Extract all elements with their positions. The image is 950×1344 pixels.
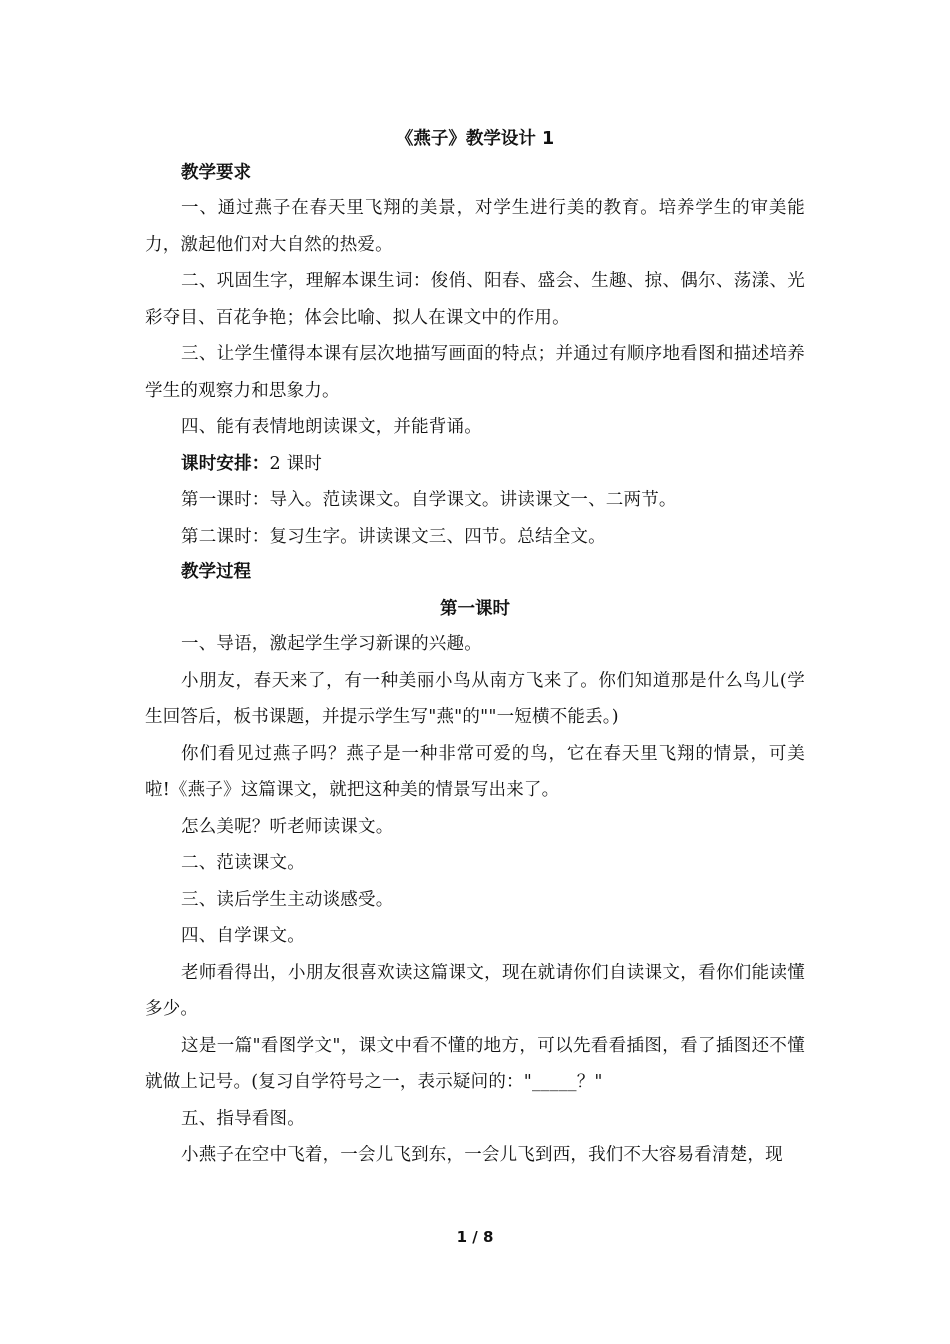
paragraph: 五、指导看图。 [181,1108,305,1129]
paragraph: 第一课时：导入。范读课文。自学课文。讲读课文一、二两节。 [181,490,677,510]
paragraph: 二、巩固生字，理解本课生词：俊俏、阳春、盛会、生趣、掠、偶尔、荡漾、光彩夺目、百花争艳；体会比喻、拟人在课文中的作用。 [145,271,805,328]
schedule-line [145,446,805,483]
paragraph: 老师看得出，小朋友很喜欢读这篇课文，现在就请你们自读课文，看你们能读懂多少。 [145,962,805,1019]
paragraph: 小燕子在空中飞着，一会儿飞到东，一会儿飞到西，我们不大容易看清楚，现 [181,1145,783,1165]
page-number: 1 / 8 [456,1228,494,1246]
paragraph: 一、通过燕子在春天里飞翔的美景，对学生进行美的教育。培养学生的审美能力，激起他们对大自然的热爱。 [145,198,805,255]
paragraph: 这是一篇"看图学文"，课文中看不懂的地方，可以先看看插图，看了插图还不懂就做上记号。(复习自学符号之一，表示疑问的："_____？" [145,1035,805,1092]
paragraph: 三、让学生懂得本课有层次地描写画面的特点；并通过有顺序地看图和描述培养学生的观察力和思象力。 [145,344,805,401]
schedule-value: 2 课时 [269,453,322,474]
section-heading-requirements: 教学要求 [181,163,251,183]
paragraph: 一、导语，激起学生学习新课的兴趣。 [181,634,482,654]
document-title: 《燕子》教学设计 1 [395,129,555,149]
schedule-label: 课时安排： [181,453,270,474]
paragraph: 三、读后学生主动谈感受。 [181,889,394,910]
lesson-heading: 第一课时 [440,599,510,619]
paragraph: 四、自学课文。 [181,926,305,946]
paragraph: 你们看见过燕子吗？燕子是一种非常可爱的鸟，它在春天里飞翔的情景，可美啦!《燕子》这篇课文，就把这种美的情景写出来了。 [145,743,805,800]
paragraph: 小朋友，春天来了，有一种美丽小鸟从南方飞来了。你们知道那是什么鸟儿(学生回答后，板书课题，并提示学生写"燕"的""一短横不能丢。) [145,670,805,727]
section-heading-process: 教学过程 [181,562,251,582]
document-body [145,122,805,1174]
paragraph: 二、范读课文。 [181,853,305,873]
paragraph: 四、能有表情地朗读课文，并能背诵。 [181,417,482,437]
paragraph: 怎么美呢？听老师读课文。 [181,816,394,837]
paragraph: 第二课时：复习生字。讲读课文三、四节。总结全文。 [181,526,606,547]
